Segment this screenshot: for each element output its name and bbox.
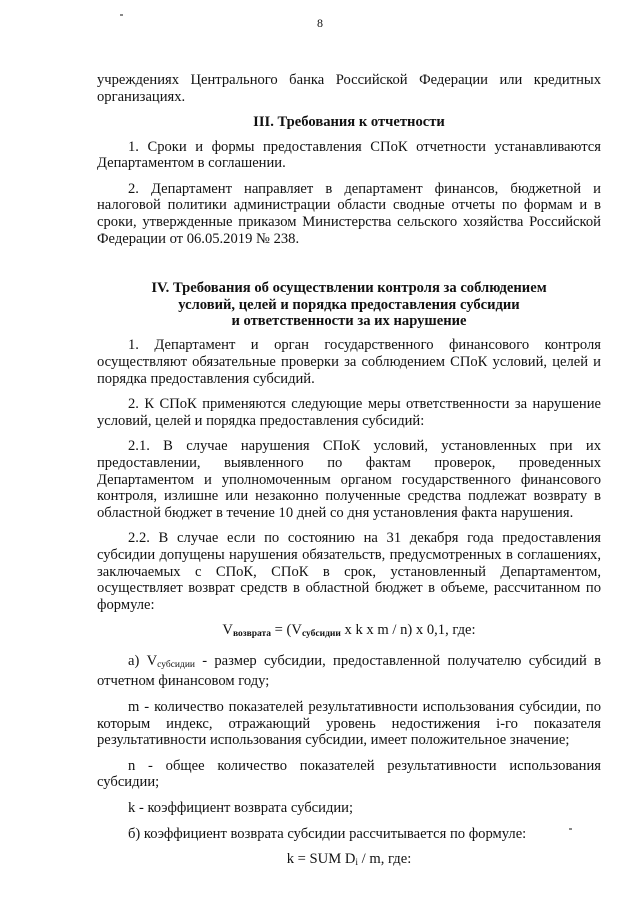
paragraph-k-definition: k - коэффициент возврата субсидии; xyxy=(128,800,354,817)
paragraph-b-coefficient: б) коэффициент возврата субсидии рассчитывается по формуле: xyxy=(128,825,527,842)
paragraph-continuation: учреждениях Центрального банка Российской Федерации или кредитных организациях. xyxy=(97,72,601,105)
paragraph-m-definition: m - количество показателей результативности использования субсидии, по которым индекс, отражающий уровень недостижения i-го показателя результативности использования субсидии, имеет положительное значение; xyxy=(97,699,601,749)
paragraph-2-2: 2.2. В случае если по состоянию на 31 декабря года предоставления субсидии допущены нарушения обязательств, предусмотренных в соглашениях, заключаемых с СПоК, СПоК в срок, установленный Департаментом, осуществляет возврат средств в областной бюджет в объеме, рассчитанном по формуле: xyxy=(97,530,601,613)
paragraph-inspections: 1. Департамент и орган государственного финансового контроля осуществляют обязательные проверки за соблюдением СПоК условий, целей и порядка предоставления субсидий. xyxy=(97,337,601,387)
paragraph-n-definition: n - общее количество показателей результативности использования субсидии; xyxy=(97,757,601,791)
heading-line: условий, целей и порядка предоставления субсидии xyxy=(178,296,520,313)
paragraph-summary-reports: 2. Департамент направляет в департамент финансов, бюджетной и налоговой политики администрации области сводные отчеты по формам и в сроки, утвержденные приказом Министерства сельского хозяйства Российской Федерации от 06.05.2019 № 238. xyxy=(97,180,601,247)
paragraph-2-1: 2.1. В случае нарушения СПоК условий, установленных при их предоставлении, выявленного по фактам проверок, проведенных Департаментом и уполномоченным органом государственного финансового контроля, излишне или незаконно полученные средства подлежат возврату в областной бюджет в течение 10 дней со дня установления факта нарушения. xyxy=(97,438,601,521)
section-heading-iv xyxy=(97,280,601,329)
formula-return: $V_{возврата} = (V_{субсидии}$ x k x m / n) x 0,1, где: xyxy=(222,622,476,640)
paragraph-reporting-terms: 1. Сроки и формы предоставления СПоК отчетности устанавливаются Департаментом в соглашении. xyxy=(97,138,601,172)
paragraph-liability-measures: 2. К СПоК применяются следующие меры ответственности за нарушение условий, целей и порядка предоставления субсидий: xyxy=(97,396,601,429)
section-heading-iii: III. Требования к отчетности xyxy=(253,114,445,131)
heading-line: IV. Требования об осуществлении контроля за соблюдением xyxy=(151,280,547,297)
page-number: 8 xyxy=(317,16,323,30)
formula-coefficient: k = SUM $D_i$ / m, где: xyxy=(286,851,412,869)
heading-line: и ответственности за их нарушение xyxy=(231,312,467,329)
item-a-subsidy-size: а) $V_{субсидии}$ - размер субсидии, предоставленной получателю субсидий в отчетном финансовом году; xyxy=(97,652,601,690)
document-body xyxy=(97,72,601,882)
